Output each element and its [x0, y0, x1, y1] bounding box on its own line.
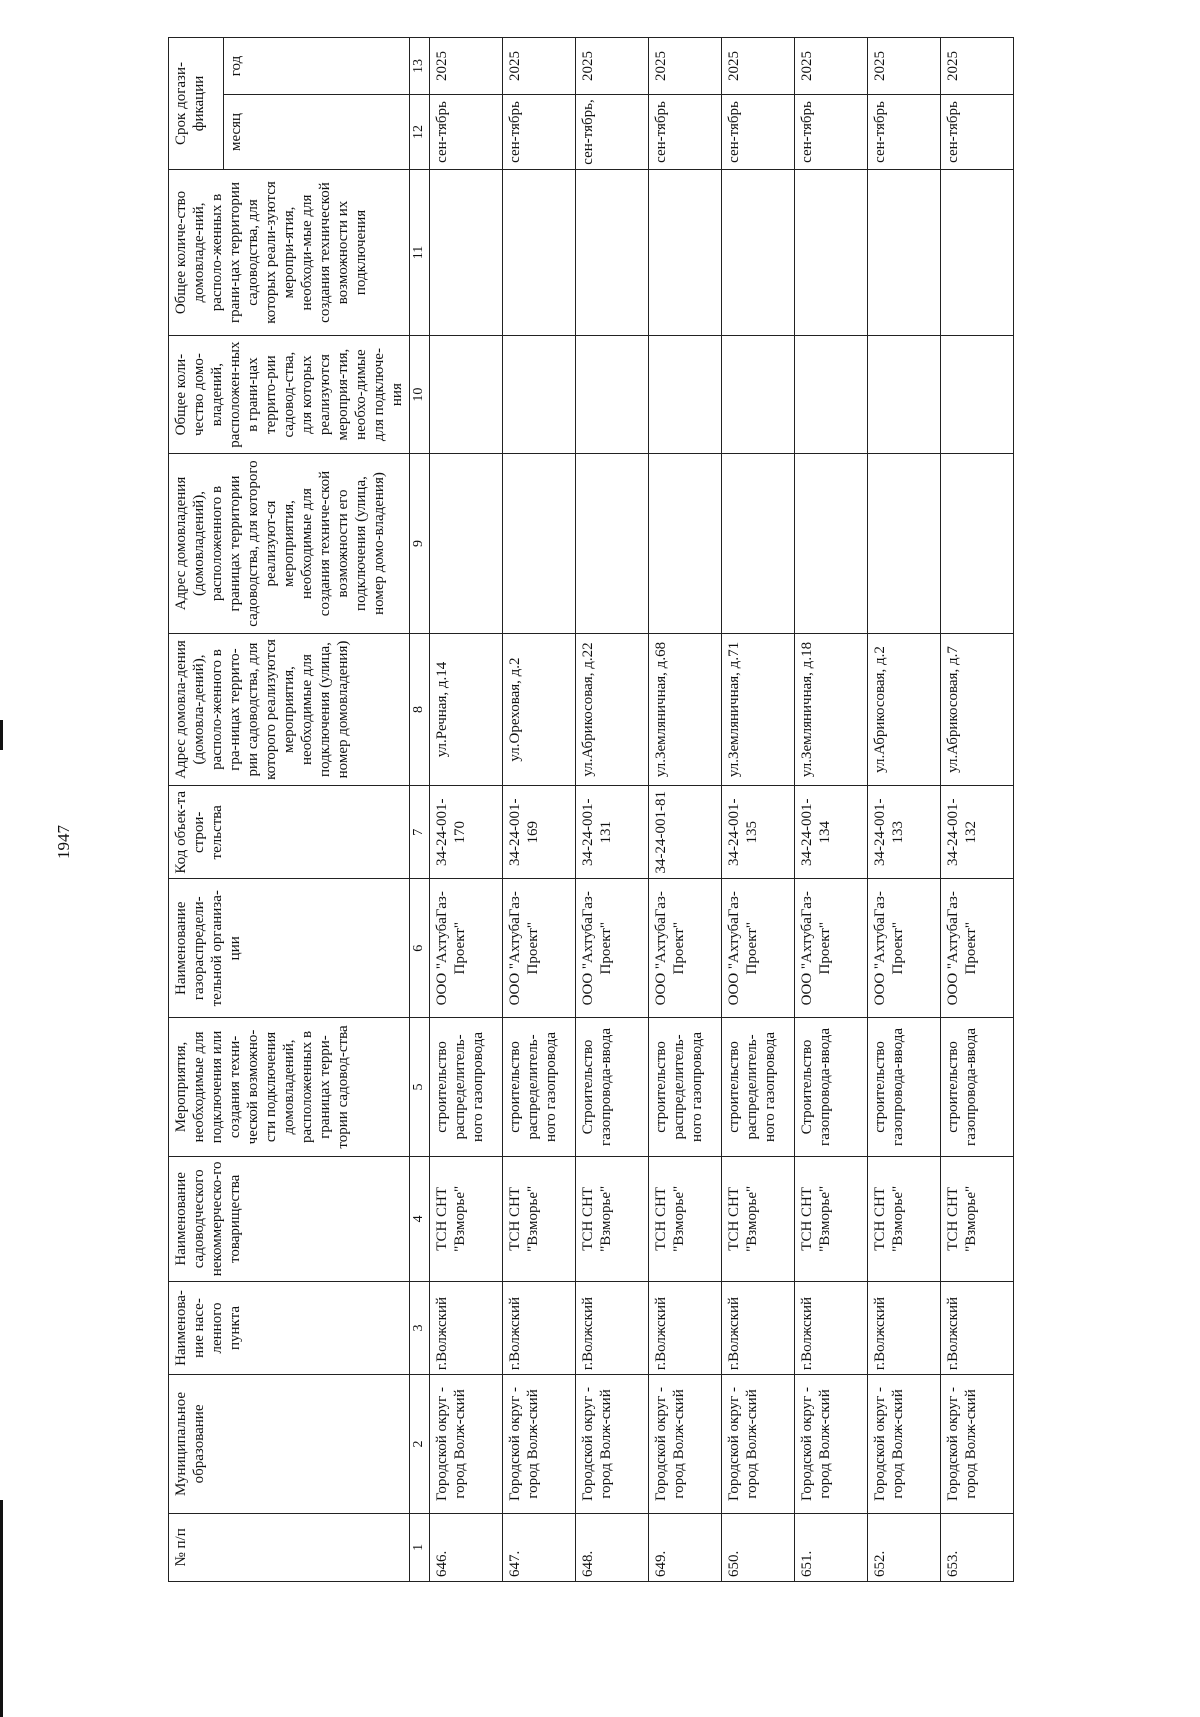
table-row [502, 38, 575, 1582]
cell-measure: строительство распределитель-ного газопровода [502, 1018, 575, 1157]
cell-snt: ТСН СНТ "Взморье" [794, 1156, 867, 1281]
cell-month: сен-тябрь [940, 94, 1013, 169]
cell-row-number: 650. [721, 1513, 794, 1581]
header-measures: Мероприятия, необходимые для подключения или создания техни-ческой возможно-сти подключения домовладений, расположенных в границах терри-тории садовод-ства [169, 1018, 410, 1157]
header-address-connect: Адрес домовла-дения (домовла-дений), располо-женного в гра-ницах террито-рии садоводства, для которого реализуются мероприятия, необходимые для подключения (улица, номер домовладения) [169, 633, 410, 785]
column-number: 9 [410, 454, 430, 634]
cell-gas-org: ООО "АхтубаГаз-Проект" [502, 879, 575, 1018]
scan-edge-mark [0, 1500, 3, 1717]
header-settlement: Наименова-ние насе-ленного пункта [169, 1281, 410, 1374]
cell-row-number: 648. [575, 1513, 648, 1581]
column-number: 6 [410, 879, 430, 1018]
cell-year: 2025 [940, 38, 1013, 95]
cell-count-tech [794, 170, 867, 336]
cell-year: 2025 [648, 38, 721, 95]
cell-gas-org: ООО "АхтубаГаз-Проект" [721, 879, 794, 1018]
cell-year: 2025 [794, 38, 867, 95]
cell-snt: ТСН СНТ "Взморье" [429, 1156, 502, 1281]
cell-measure: строительство распределитель-ного газопровода [429, 1018, 502, 1157]
cell-settlement: г.Волжский [429, 1281, 502, 1374]
cell-municipality: Городской округ - город Волж-ский [721, 1375, 794, 1514]
cell-settlement: г.Волжский [794, 1281, 867, 1374]
cell-address-tech [502, 454, 575, 634]
cell-measure: строительство газопровода-ввода [940, 1018, 1013, 1157]
cell-address-tech [648, 454, 721, 634]
cell-count-tech [648, 170, 721, 336]
cell-snt: ТСН СНТ "Взморье" [867, 1156, 940, 1281]
cell-address-tech [867, 454, 940, 634]
cell-gas-org: ООО "АхтубаГаз-Проект" [429, 879, 502, 1018]
cell-municipality: Городской округ - город Волж-ский [940, 1375, 1013, 1514]
cell-object-code: 34-24-001-81 [648, 786, 721, 879]
cell-address-connect: ул.Абрикосовая, д.2 [867, 633, 940, 785]
cell-address-connect: ул.Ореховая, д.2 [502, 633, 575, 785]
cell-address-tech [575, 454, 648, 634]
cell-month: сен-тябрь, [575, 94, 648, 169]
page-number: 1947 [54, 825, 73, 859]
table-row [648, 38, 721, 1582]
rotated-page [168, 37, 1038, 1582]
column-number: 12 [410, 94, 430, 169]
cell-row-number: 649. [648, 1513, 721, 1581]
cell-address-connect: ул.Абрикосовая, д.7 [940, 633, 1013, 785]
header-deadline: Срок догази-фикации [169, 38, 224, 170]
cell-measure: строительство газопровода-ввода [867, 1018, 940, 1157]
cell-year: 2025 [502, 38, 575, 95]
cell-object-code: 34-24-001-133 [867, 786, 940, 879]
column-number: 5 [410, 1018, 430, 1157]
column-number: 10 [410, 335, 430, 453]
header-year: год [224, 38, 410, 95]
cell-snt: ТСН СНТ "Взморье" [502, 1156, 575, 1281]
table-row [429, 38, 502, 1582]
cell-municipality: Городской округ - город Волж-ский [648, 1375, 721, 1514]
cell-municipality: Городской округ - город Волж-ский [502, 1375, 575, 1514]
column-number: 2 [410, 1375, 430, 1514]
cell-month: сен-тябрь [648, 94, 721, 169]
column-number: 11 [410, 170, 430, 336]
cell-gas-org: ООО "АхтубаГаз-Проект" [648, 879, 721, 1018]
cell-year: 2025 [867, 38, 940, 95]
column-number-row [410, 38, 430, 1582]
cell-row-number: 653. [940, 1513, 1013, 1581]
cell-address-tech [940, 454, 1013, 634]
cell-measure: строительство распределитель-ного газопровода [648, 1018, 721, 1157]
cell-municipality: Городской округ - город Волж-ский [867, 1375, 940, 1514]
cell-count-tech [502, 170, 575, 336]
cell-address-connect: ул.Земляничная, д.71 [721, 633, 794, 785]
cell-gas-org: ООО "АхтубаГаз-Проект" [940, 879, 1013, 1018]
cell-municipality: Городской округ - город Волж-ский [429, 1375, 502, 1514]
cell-month: сен-тябрь [502, 94, 575, 169]
header-snt: Наименование садоводческого некоммерческо-го товарищества [169, 1156, 410, 1281]
cell-municipality: Городской округ - город Волж-ский [575, 1375, 648, 1514]
cell-gas-org: ООО "АхтубаГаз-Проект" [575, 879, 648, 1018]
cell-settlement: г.Волжский [502, 1281, 575, 1374]
cell-count-connect [575, 335, 648, 453]
scan-edge-mark [0, 720, 3, 750]
cell-count-tech [940, 170, 1013, 336]
cell-address-connect: ул.Земляничная, д.68 [648, 633, 721, 785]
gasification-table [168, 37, 1014, 1582]
cell-municipality: Городской округ - город Волж-ский [794, 1375, 867, 1514]
header-count-tech: Общее количе-ство домовладе-ний, располо-женных в грани-цах территории садоводства, для которых реали-зуются меропри-ятия, необходи-мые для создания технической возможности их подключения [169, 170, 410, 336]
cell-settlement: г.Волжский [721, 1281, 794, 1374]
cell-object-code: 34-24-001-135 [721, 786, 794, 879]
cell-count-connect [940, 335, 1013, 453]
cell-count-tech [429, 170, 502, 336]
cell-count-connect [429, 335, 502, 453]
header-address-tech: Адрес домовладения (домовладений), расположенного в границах территории садоводства, для которого реализуют-ся мероприятия, необходимые для создания техниче-ской возможности его подключения (улица, номер домо-владения) [169, 454, 410, 634]
column-number: 13 [410, 38, 430, 95]
cell-row-number: 647. [502, 1513, 575, 1581]
cell-count-connect [648, 335, 721, 453]
cell-address-tech [794, 454, 867, 634]
column-number: 7 [410, 786, 430, 879]
table-body [429, 38, 1013, 1582]
table-row [721, 38, 794, 1582]
cell-settlement: г.Волжский [648, 1281, 721, 1374]
header-row [169, 38, 224, 1582]
cell-measure: Строительство газопровода-ввода [794, 1018, 867, 1157]
header-num: № п/п [169, 1513, 410, 1581]
cell-address-connect: ул.Абрикосовая, д.22 [575, 633, 648, 785]
cell-snt: ТСН СНТ "Взморье" [575, 1156, 648, 1281]
cell-gas-org: ООО "АхтубаГаз-Проект" [794, 879, 867, 1018]
cell-object-code: 34-24-001-132 [940, 786, 1013, 879]
cell-measure: Строительство газопровода-ввода [575, 1018, 648, 1157]
column-number: 1 [410, 1513, 430, 1581]
cell-month: сен-тябрь [721, 94, 794, 169]
cell-object-code: 34-24-001-170 [429, 786, 502, 879]
cell-count-tech [721, 170, 794, 336]
header-month: месяц [224, 94, 410, 169]
cell-object-code: 34-24-001-169 [502, 786, 575, 879]
cell-row-number: 652. [867, 1513, 940, 1581]
cell-address-tech [429, 454, 502, 634]
header-municipality: Муниципальное образование [169, 1375, 410, 1514]
cell-month: сен-тябрь [867, 94, 940, 169]
cell-snt: ТСН СНТ "Взморье" [721, 1156, 794, 1281]
cell-row-number: 651. [794, 1513, 867, 1581]
header-object-code: Код объек-та строи-тельства [169, 786, 410, 879]
cell-row-number: 646. [429, 1513, 502, 1581]
table-row [940, 38, 1013, 1582]
cell-count-connect [794, 335, 867, 453]
table-row [867, 38, 940, 1582]
table-row [794, 38, 867, 1582]
cell-count-connect [721, 335, 794, 453]
cell-snt: ТСН СНТ "Взморье" [648, 1156, 721, 1281]
cell-object-code: 34-24-001-131 [575, 786, 648, 879]
cell-gas-org: ООО "АхтубаГаз-Проект" [867, 879, 940, 1018]
cell-settlement: г.Волжский [575, 1281, 648, 1374]
cell-count-tech [867, 170, 940, 336]
cell-address-connect: ул.Земляничная, д.18 [794, 633, 867, 785]
header-count-connect: Общее коли-чество домо-владений, расположен-ных в грани-цах террито-рии садовод-ства, для которых реализуются мероприя-тия, необхо-димые для подключе-ния [169, 335, 410, 453]
cell-year: 2025 [429, 38, 502, 95]
cell-year: 2025 [575, 38, 648, 95]
cell-measure: строительство распределитель-ного газопровода [721, 1018, 794, 1157]
cell-address-tech [721, 454, 794, 634]
cell-settlement: г.Волжский [867, 1281, 940, 1374]
column-number: 4 [410, 1156, 430, 1281]
cell-count-connect [502, 335, 575, 453]
cell-snt: ТСН СНТ "Взморье" [940, 1156, 1013, 1281]
header-gas-org: Наименование газораспредели-тельной организа-ции [169, 879, 410, 1018]
cell-object-code: 34-24-001-134 [794, 786, 867, 879]
table-row [575, 38, 648, 1582]
cell-count-tech [575, 170, 648, 336]
cell-settlement: г.Волжский [940, 1281, 1013, 1374]
cell-month: сен-тябрь [794, 94, 867, 169]
column-number: 8 [410, 633, 430, 785]
cell-year: 2025 [721, 38, 794, 95]
cell-address-connect: ул.Речная, д.14 [429, 633, 502, 785]
column-number: 3 [410, 1281, 430, 1374]
cell-month: сен-тябрь [429, 94, 502, 169]
cell-count-connect [867, 335, 940, 453]
